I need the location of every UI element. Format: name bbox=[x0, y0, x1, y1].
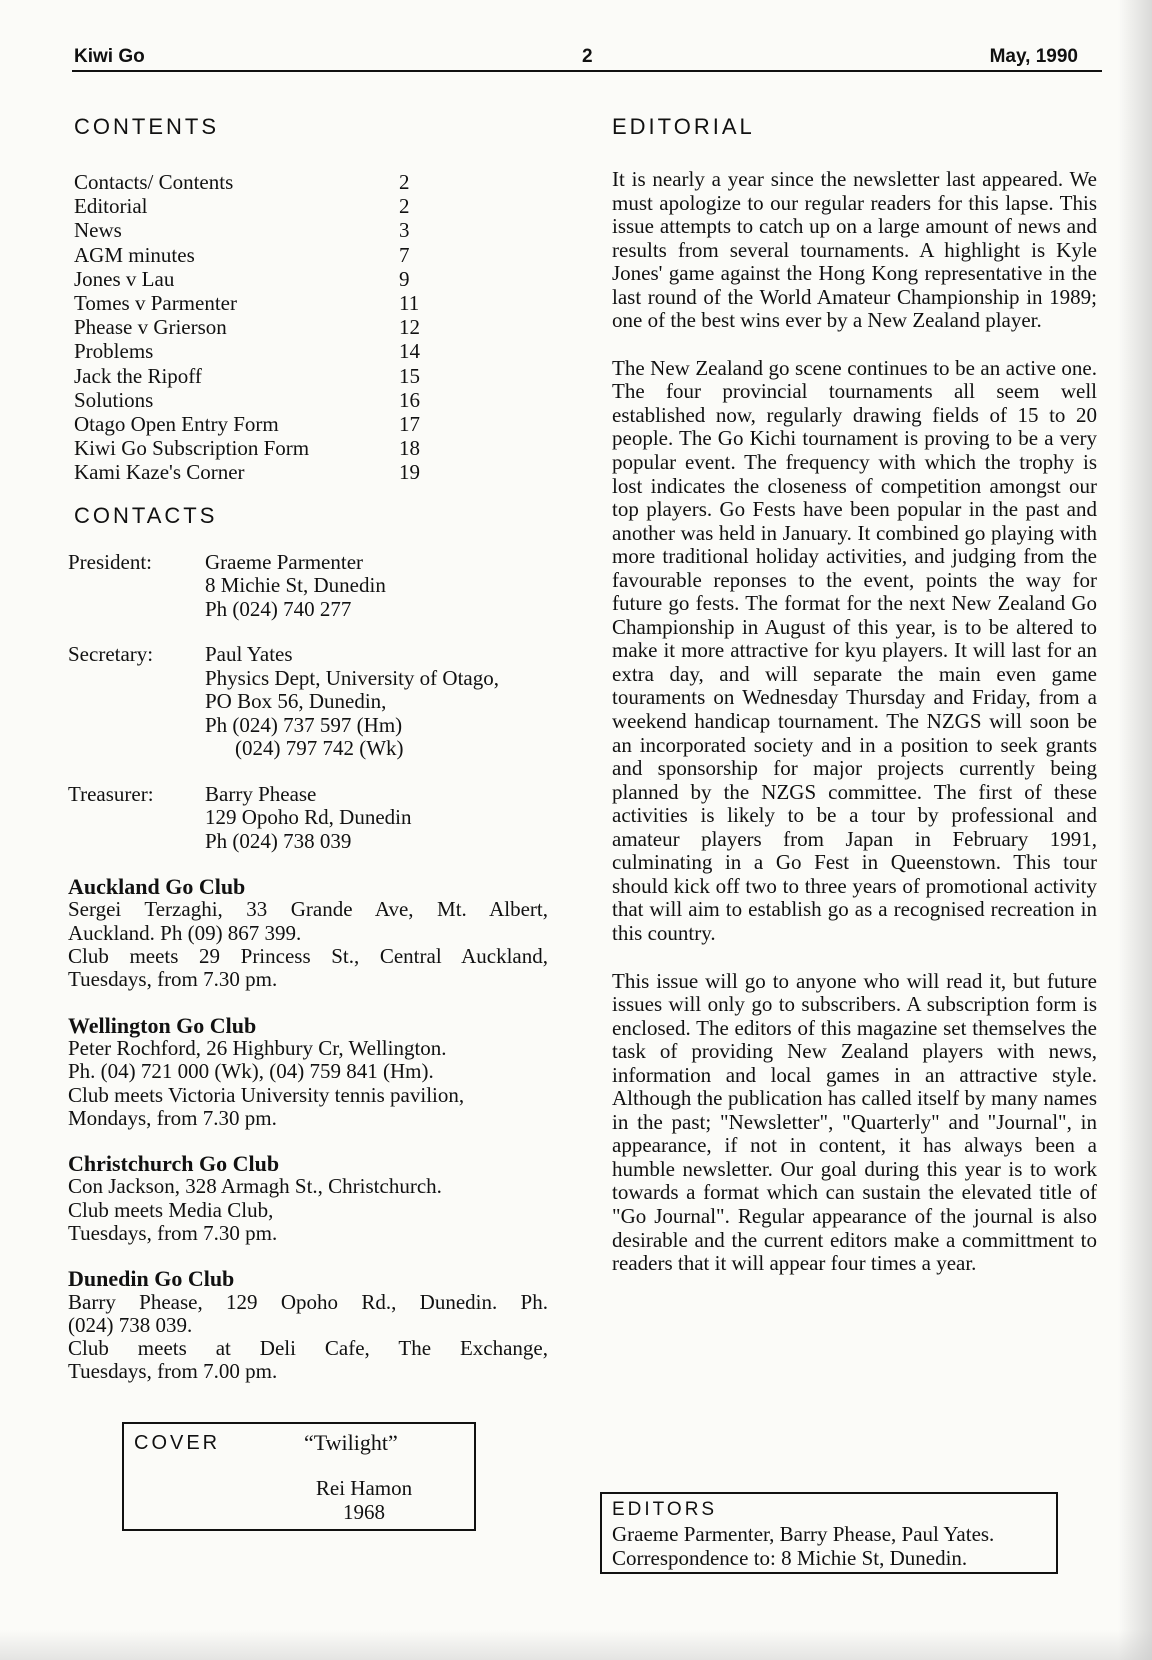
cover-title: “Twilight” bbox=[304, 1430, 398, 1455]
toc-item: Problems 14 bbox=[74, 339, 420, 364]
editors-correspondence: Correspondence to: 8 Michie St, Dunedin. bbox=[612, 1546, 968, 1570]
officer-role: Treasurer: bbox=[68, 781, 154, 806]
contents-title: CONTENTS bbox=[74, 114, 219, 139]
right-column bbox=[612, 108, 1097, 1276]
scan-edge-shadow bbox=[1118, 0, 1152, 1660]
toc-item: Jack the Ripoff 15 bbox=[74, 363, 420, 388]
editorial-paragraph: This issue will go to anyone who will read it, but future issues will only go to subscribers. A subscription form is enclosed. The editors of this magazine set themselves the task of providing New Zealand players with news, information and local games in an attractive style. Although the publication has called itself by many names in the past; "Newsletter", "Quarterly" and "Journal", in appearance, if not in content, it has always been a humble newsletter. Our goal during this year is to work towards a format which can sustain the elevated title of "Go Journal". Regular appearance of the journal is also desirable and the current editors make a committment to readers that it will appear four times a year. bbox=[612, 968, 1097, 1276]
club-name: Wellington Go Club bbox=[68, 1012, 257, 1038]
toc-item: Solutions 16 bbox=[74, 387, 420, 412]
toc-item: News 3 bbox=[74, 218, 410, 243]
editorial-title: EDITORIAL bbox=[612, 114, 755, 139]
christchurch-club: Christchurch Go Club Con Jackson, 328 Armagh St., Christchurch. Club meets Media Club, Tuesdays, from 7.30 pm. bbox=[68, 1152, 568, 1245]
treasurer-contact: Treasurer: Barry Phease 129 Opoho Rd, Dunedin Ph (024) 738 039 bbox=[68, 781, 412, 853]
secretary-contact: Secretary: Paul Yates Physics Dept, University of Otago, PO Box 56, Dunedin, Ph (024) 737 597 (Hm) (024) 797 742 (Wk) bbox=[68, 642, 499, 761]
editors-label: EDITORS bbox=[612, 1499, 718, 1520]
toc-item: Editorial 2 bbox=[74, 194, 410, 219]
toc-item: Kami Kaze's Corner 19 bbox=[74, 460, 420, 485]
toc-item: Phease v Grierson 12 bbox=[74, 315, 420, 340]
contacts-title: CONTACTS bbox=[74, 502, 218, 528]
wellington-club: Wellington Go Club Peter Rochford, 26 Highbury Cr, Wellington. Ph. (04) 721 000 (Wk), (04) 759 841 (Hm). Club meets Victoria University tennis pavilion, Mondays, from 7.30 pm. bbox=[68, 1014, 568, 1130]
dunedin-club: Dunedin Go Club Barry Phease, 129 Opoho Rd., Dunedin. Ph. (024) 738 039. Club meets at Deli Cafe, The Exchange, Tuesdays, from 7.00 pm. bbox=[68, 1267, 568, 1383]
club-name: Auckland Go Club bbox=[68, 874, 246, 900]
contents-list bbox=[74, 170, 429, 485]
cover-box bbox=[122, 1422, 476, 1531]
toc-item: AGM minutes 7 bbox=[74, 242, 410, 267]
club-name: Christchurch Go Club bbox=[68, 1151, 280, 1177]
page-header bbox=[72, 44, 1102, 72]
club-name: Dunedin Go Club bbox=[68, 1266, 235, 1292]
cover-artist: Rei Hamon bbox=[315, 1476, 413, 1500]
editors-names: Graeme Parmenter, Barry Phease, Paul Yates. bbox=[612, 1522, 995, 1546]
toc-item: Contacts/ Contents 2 bbox=[74, 170, 410, 194]
editorial-paragraph: The New Zealand go scene continues to be an active one. The four provincial tournaments all seem well established now, regularly drawing fields of 15 to 20 people. The Go Kichi tournament is proving to be a very popular event. The frequency with which the trophy is lost indicates the closeness of competition amongst our top players. Go Fests have been popular in the past and another was held in January. It combined go playing with more traditional holiday activities, and judging from the favourable reponses to the event, points the way for future go fests. The format for the next New Zealand Go Championship in August of this year, is to be altered to make it more attractive for kyu players. It will last for an extra day, and will separate the main even game touraments on Wednesday Thursday and Friday, from a weekend handicap tournament. The NZGS will soon be an incorporated society and in a position to seek grants and sponsorship for major projects currently being planned by the NZGS committee. The first of these activities is likely to be a tour by professional and amateur players from Japan in February 1991, culminating in a Go Fest in Queenstown. This tour should kick off two to three years of promotional activity that will aim to establish go as a recognised recreation in this country. bbox=[612, 355, 1097, 945]
toc-item: Tomes v Parmenter 11 bbox=[74, 291, 420, 316]
toc-item: Jones v Lau 9 bbox=[74, 266, 410, 291]
page-number: 2 bbox=[582, 46, 593, 67]
president-contact: President: Graeme Parmenter 8 Michie St, Dunedin Ph (024) 740 277 bbox=[68, 549, 386, 621]
toc-item: Kiwi Go Subscription Form 18 bbox=[74, 436, 420, 461]
cover-year: 1968 bbox=[343, 1500, 385, 1524]
editors-box bbox=[600, 1492, 1058, 1574]
scan-bottom-shadow bbox=[0, 1630, 1152, 1660]
auckland-club: Auckland Go Club Sergei Terzaghi, 33 Grande Ave, Mt. Albert, Auckland. Ph (09) 867 399. Club meets 29 Princess St., Central Auckland, Tuesdays, from 7.30 pm. bbox=[68, 875, 568, 991]
officer-role: President: bbox=[68, 549, 152, 574]
toc-item: Otago Open Entry Form 17 bbox=[74, 412, 420, 437]
cover-label: COVER bbox=[134, 1432, 221, 1454]
officer-role: Secretary: bbox=[68, 642, 154, 667]
issue-date: May, 1990 bbox=[989, 46, 1078, 67]
editorial-paragraph: It is nearly a year since the newsletter last appeared. We must apologize to our regular readers for this lapse. This issue attempts to catch up on a large amount of news and results from several tournaments. A highlight is Kyle Jones' game against the Hong Kong representative in the last round of the World Amateur Championship in 1989; one of the best wins ever by a New Zealand player. bbox=[612, 167, 1097, 333]
left-column bbox=[68, 108, 568, 1384]
publication-name: Kiwi Go bbox=[74, 46, 145, 67]
cover-credit bbox=[304, 1476, 424, 1524]
